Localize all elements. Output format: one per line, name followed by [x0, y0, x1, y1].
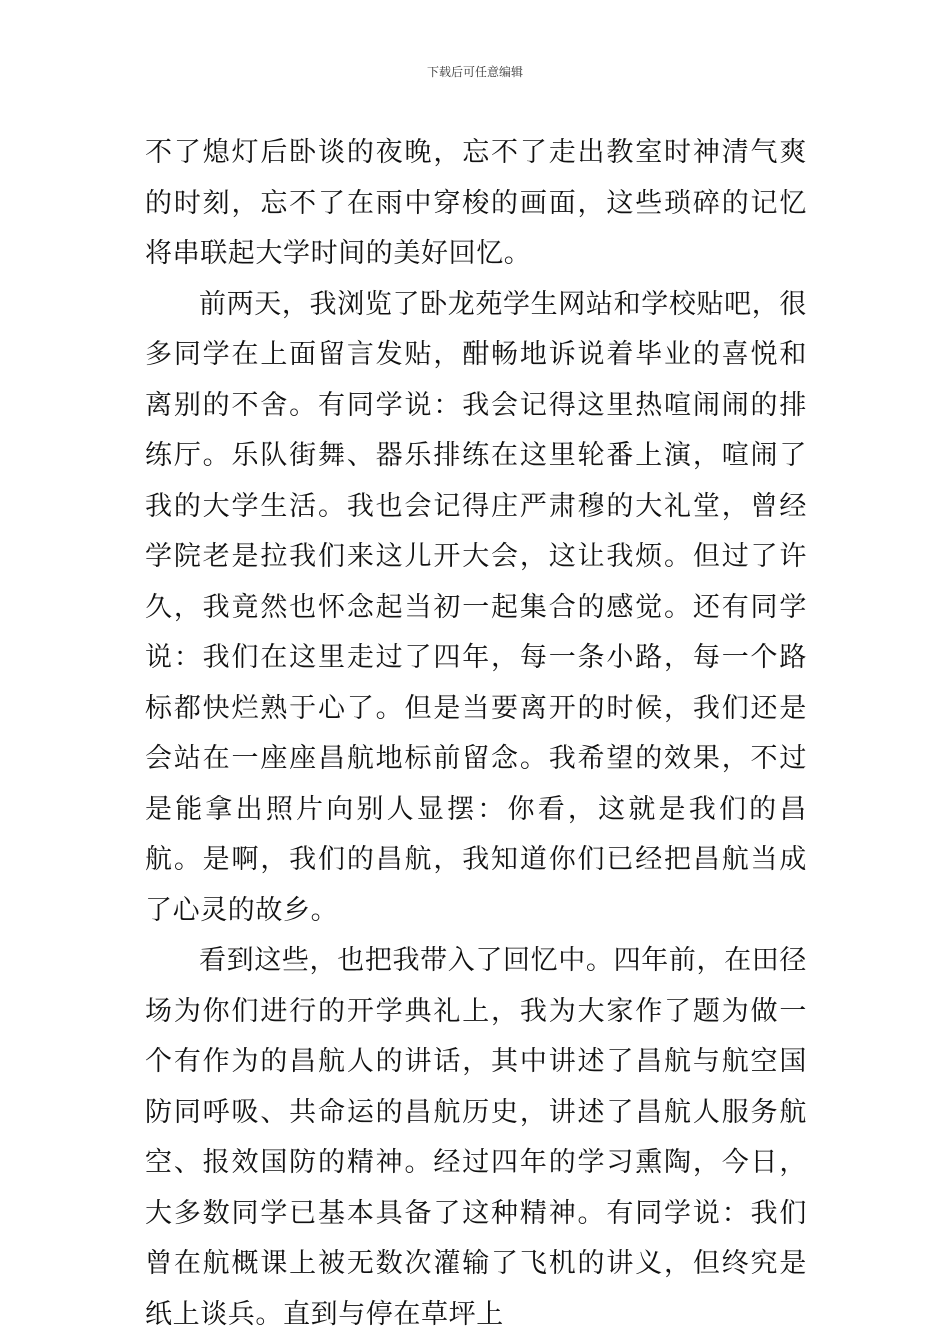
paragraph-forum-memories: 前两天，我浏览了卧龙苑学生网站和学校贴吧，很多同学在上面留言发贴，酣畅地诉说着毕业的喜悦和离别的不舍。有同学说：我会记得这里热喧闹闹的排练厅。乐队街舞、器乐排练在这里轮番上演，喧闹了我的大学生活。我也会记得庄严肃穆的大礼堂，曾经学院老是拉我们来这儿开大会，这让我烦。但过了许久，我竟然也怀念起当初一起集合的感觉。还有同学说：我们在这里走过了四年，每一条小路，每一个路标都快烂熟于心了。但是当要离开的时候，我们还是会站在一座座昌航地标前留念。我希望的效果，不过是能拿出照片向别人显摆：你看，这就是我们的昌航。是啊，我们的昌航，我知道你们已经把昌航当成了心灵的故乡。	[145, 288, 807, 926]
page-header: 下载后可任意编辑	[426, 65, 523, 79]
document-body	[145, 128, 807, 1340]
paragraph-opening-ceremony: 看到这些，也把我带入了回忆中。四年前，在田径场为你们进行的开学典礼上，我为大家作了题为做一个有作为的昌航人的讲话，其中讲述了昌航与航空国防同呼吸、共命运的昌航历史，讲述了昌航人服务航空、报效国防的精神。经过四年的学习熏陶，今日，大多数同学已基本具备了这种精神。有同学说：我们曾在航概课上被无数次灌输了飞机的讲义，但终究是纸上谈兵。直到与停在草坪上	[145, 945, 807, 1330]
paragraph-continuation: 不了熄灯后卧谈的夜晚，忘不了走出教室时神清气爽的时刻，忘不了在雨中穿梭的画面，这些琐碎的记忆将串联起大学时间的美好回忆。	[145, 137, 807, 269]
